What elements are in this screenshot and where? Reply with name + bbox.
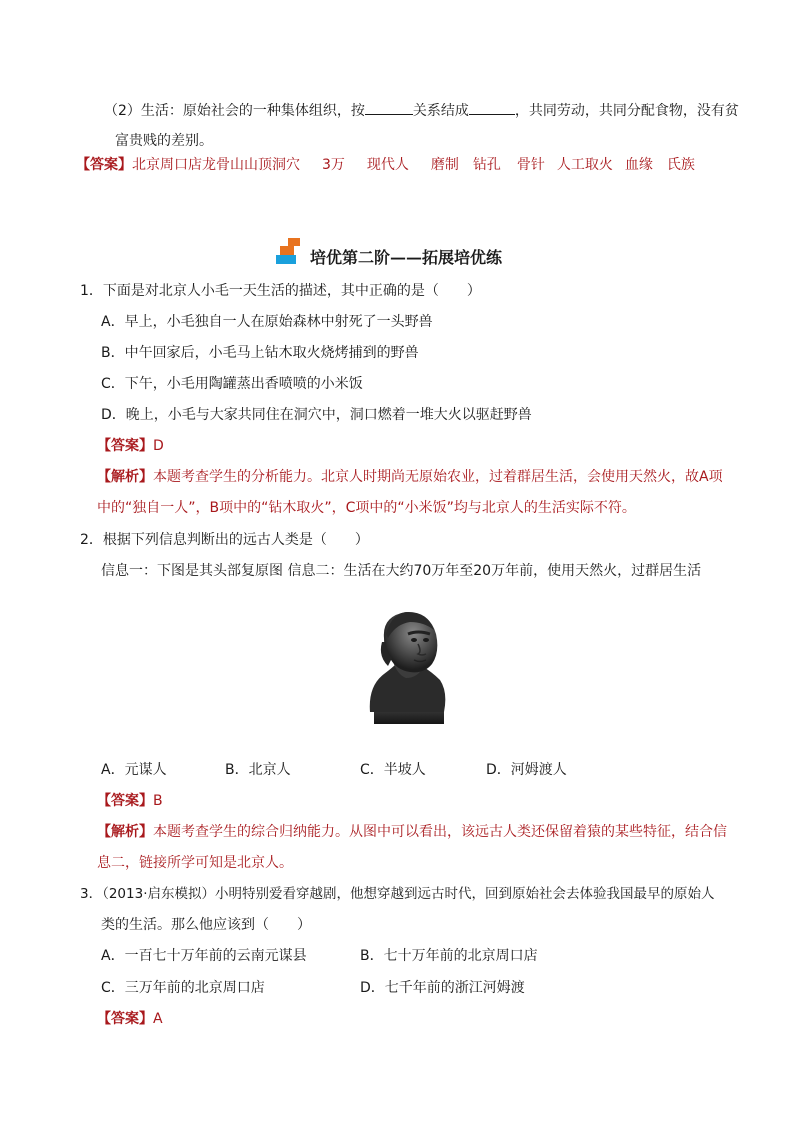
answer-label: 【答案】 <box>97 1011 153 1027</box>
answer-word: 骨针 <box>516 157 545 173</box>
answer-value: A <box>153 1011 163 1027</box>
q3-option-c: C．三万年前的北京周口店 <box>101 980 265 996</box>
q2-option-c: C．半坡人 <box>360 762 426 778</box>
q3-option-b: B．七十万年前的北京周口店 <box>360 948 538 964</box>
q1-option-b: B．中午回家后，小毛马上钻木取火烧烤捕到的野兽 <box>101 345 419 361</box>
q3-stem-line2: 类的生活。那么他应该到（ ） <box>101 917 311 933</box>
part1-line1-b: 关系结成 <box>412 103 469 119</box>
answer-word: 北京周口店龙骨山山顶洞穴 <box>132 157 300 173</box>
analysis-text: 本题考查学生的综合归纳能力。从图中可以看出，该远古人类还保留着猿的某些特征，结合信 <box>153 824 727 840</box>
peking-man-bust-image <box>362 608 458 728</box>
answer-word: 现代人 <box>366 157 409 173</box>
q1-stem: 1．下面是对北京人小毛一天生活的描述，其中正确的是（ ） <box>80 283 481 299</box>
q1-option-a: A．早上，小毛独自一人在原始森林中射死了一头野兽 <box>101 314 433 330</box>
section-badge-icon <box>276 238 302 264</box>
q3-option-d: D．七千年前的浙江河姆渡 <box>360 980 525 996</box>
part1-line1-a: （2）生活：原始社会的一种集体组织，按 <box>104 103 365 119</box>
section-title: 培优第二阶——拓展培优练 <box>310 248 503 267</box>
answer-value: D <box>153 438 164 454</box>
q2-option-a: A．元谋人 <box>101 762 167 778</box>
part1-line1-c: ，共同劳动，共同分配食物，没有贫 <box>514 103 739 119</box>
part1-line1 <box>104 100 739 121</box>
analysis-text: 本题考查学生的分析能力。北京人时期尚无原始农业，过着群居生活，会使用天然火，故A项 <box>153 469 723 485</box>
answer-word: 人工取火 <box>556 157 613 173</box>
answer-label: 【答案】 <box>76 157 132 173</box>
fill-blank-1 <box>365 100 413 115</box>
q3-answer <box>97 1009 163 1029</box>
q2-option-d: D．河姆渡人 <box>486 762 567 778</box>
answer-label: 【答案】 <box>97 793 153 809</box>
q2-option-b: B．北京人 <box>225 762 291 778</box>
analysis-label: 【解析】 <box>97 469 153 485</box>
q1-analysis-line1 <box>97 467 723 487</box>
answer-value: B <box>153 793 163 809</box>
answer-word: 钻孔 <box>472 157 501 173</box>
q1-analysis-line2: 中的“独自一人”，B项中的“钻木取火”，C项中的“小米饭”均与北京人的生活实际不符。 <box>97 500 636 516</box>
q2-answer <box>97 791 163 811</box>
q1-answer <box>97 436 164 456</box>
q2-analysis-line1 <box>97 822 727 842</box>
answer-word: 氏族 <box>666 157 695 173</box>
part1-answer <box>76 155 695 175</box>
answer-word: 磨制 <box>430 157 459 173</box>
analysis-label: 【解析】 <box>97 824 153 840</box>
answer-word: 血缘 <box>624 157 653 173</box>
q2-stem: 2．根据下列信息判断出的远古人类是（ ） <box>80 532 369 548</box>
q2-info: 信息一：下图是其头部复原图 信息二：生活在大约70万年至20万年前，使用天然火，过群居生活 <box>101 563 702 579</box>
q3-option-a: A．一百七十万年前的云南元谋县 <box>101 948 307 964</box>
fill-blank-2 <box>469 100 515 115</box>
answer-word: 3万 <box>322 157 345 173</box>
q2-analysis-line2: 息二，链接所学可知是北京人。 <box>97 855 293 871</box>
q1-option-c: C．下午，小毛用陶罐蒸出香喷喷的小米饭 <box>101 376 363 392</box>
answer-label: 【答案】 <box>97 438 153 454</box>
q1-option-d: D．晚上，小毛与大家共同住在洞穴中，洞口燃着一堆大火以驱赶野兽 <box>101 407 532 423</box>
part1-line2: 富贵贱的差别。 <box>115 133 213 149</box>
q3-stem-line1: 3．（2013·启东模拟）小明特别爱看穿越剧，他想穿越到远古时代，回到原始社会去体验我国最早的原始人 <box>80 886 715 902</box>
